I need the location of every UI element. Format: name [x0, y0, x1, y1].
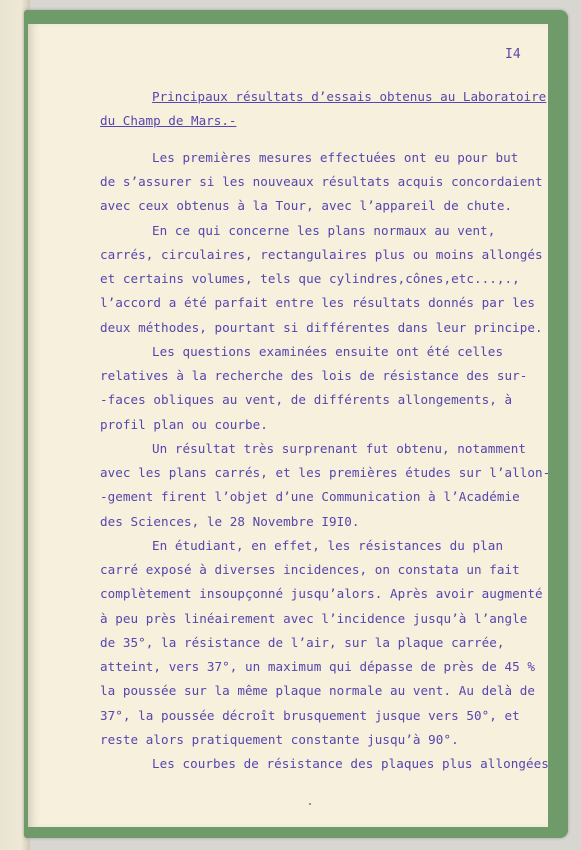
text-line: à peu près linéairement avec l’incidence jusqu’à l’angle — [100, 611, 528, 626]
text-line: deux méthodes, pourtant si différentes dans leur principe. — [100, 320, 543, 335]
text-line: des Sciences, le 28 Novembre I9I0. — [100, 514, 360, 529]
text-line: -gement firent l’objet d’une Communication à l’Académie — [100, 489, 520, 504]
text-line: relatives à la recherche des lois de résistance des sur- — [100, 368, 528, 383]
paper-mark — [309, 803, 311, 805]
text-line: et certains volumes, tels que cylindres,cônes,etc...,., — [100, 271, 520, 286]
text-line: Un résultat très surprenant fut obtenu, notamment — [152, 441, 526, 456]
text-line: l’accord a été parfait entre les résultats donnés par les — [100, 295, 536, 310]
text-line: carrés, circulaires, rectangulaires plus ou moins allongés — [100, 247, 543, 262]
text-line: complètement insoupçonné jusqu’alors. Après avoir augmenté — [100, 586, 543, 601]
text-line: En étudiant, en effet, les résistances du plan — [152, 538, 504, 553]
text-line: de s’assurer si les nouveaux résultats acquis concordaient — [100, 174, 543, 189]
text-line: Les questions examinées ensuite ont été celles — [152, 344, 504, 359]
text-line: -faces obliques au vent, de différents allongements, à — [100, 392, 513, 407]
text-line: 37°, la poussée décroît brusquement jusque vers 50°, et — [100, 708, 520, 723]
text-line: profil plan ou courbe. — [100, 417, 268, 432]
text-line: atteint, vers 37°, un maximum qui dépasse de près de 45 % — [100, 659, 536, 674]
text-line: En ce qui concerne les plans normaux au vent, — [152, 223, 496, 238]
text-line: Les courbes de résistance des plaques plus allongées — [152, 756, 549, 771]
document-title-line-1: Principaux résultats d’essais obtenus au Laboratoire — [152, 89, 547, 104]
text-line: reste alors pratiquement constante jusqu’à 90°. — [100, 732, 459, 747]
text-line: la poussée sur la même plaque normale au vent. Au delà de — [100, 683, 536, 698]
text-line: carré exposé à diverses incidences, on constata un fait — [100, 562, 520, 577]
document-title-line-2: du Champ de Mars.- — [100, 113, 237, 128]
page-number: I4 — [505, 47, 521, 62]
text-line: avec les plans carrés, et les premières études sur l’allon- — [100, 465, 551, 480]
text-line: avec ceux obtenus à la Tour, avec l’appareil de chute. — [100, 198, 513, 213]
text-line: de 35°, la résistance de l’air, sur la plaque carrée, — [100, 635, 505, 650]
text-line: Les premières mesures effectuées ont eu pour but — [152, 150, 519, 165]
